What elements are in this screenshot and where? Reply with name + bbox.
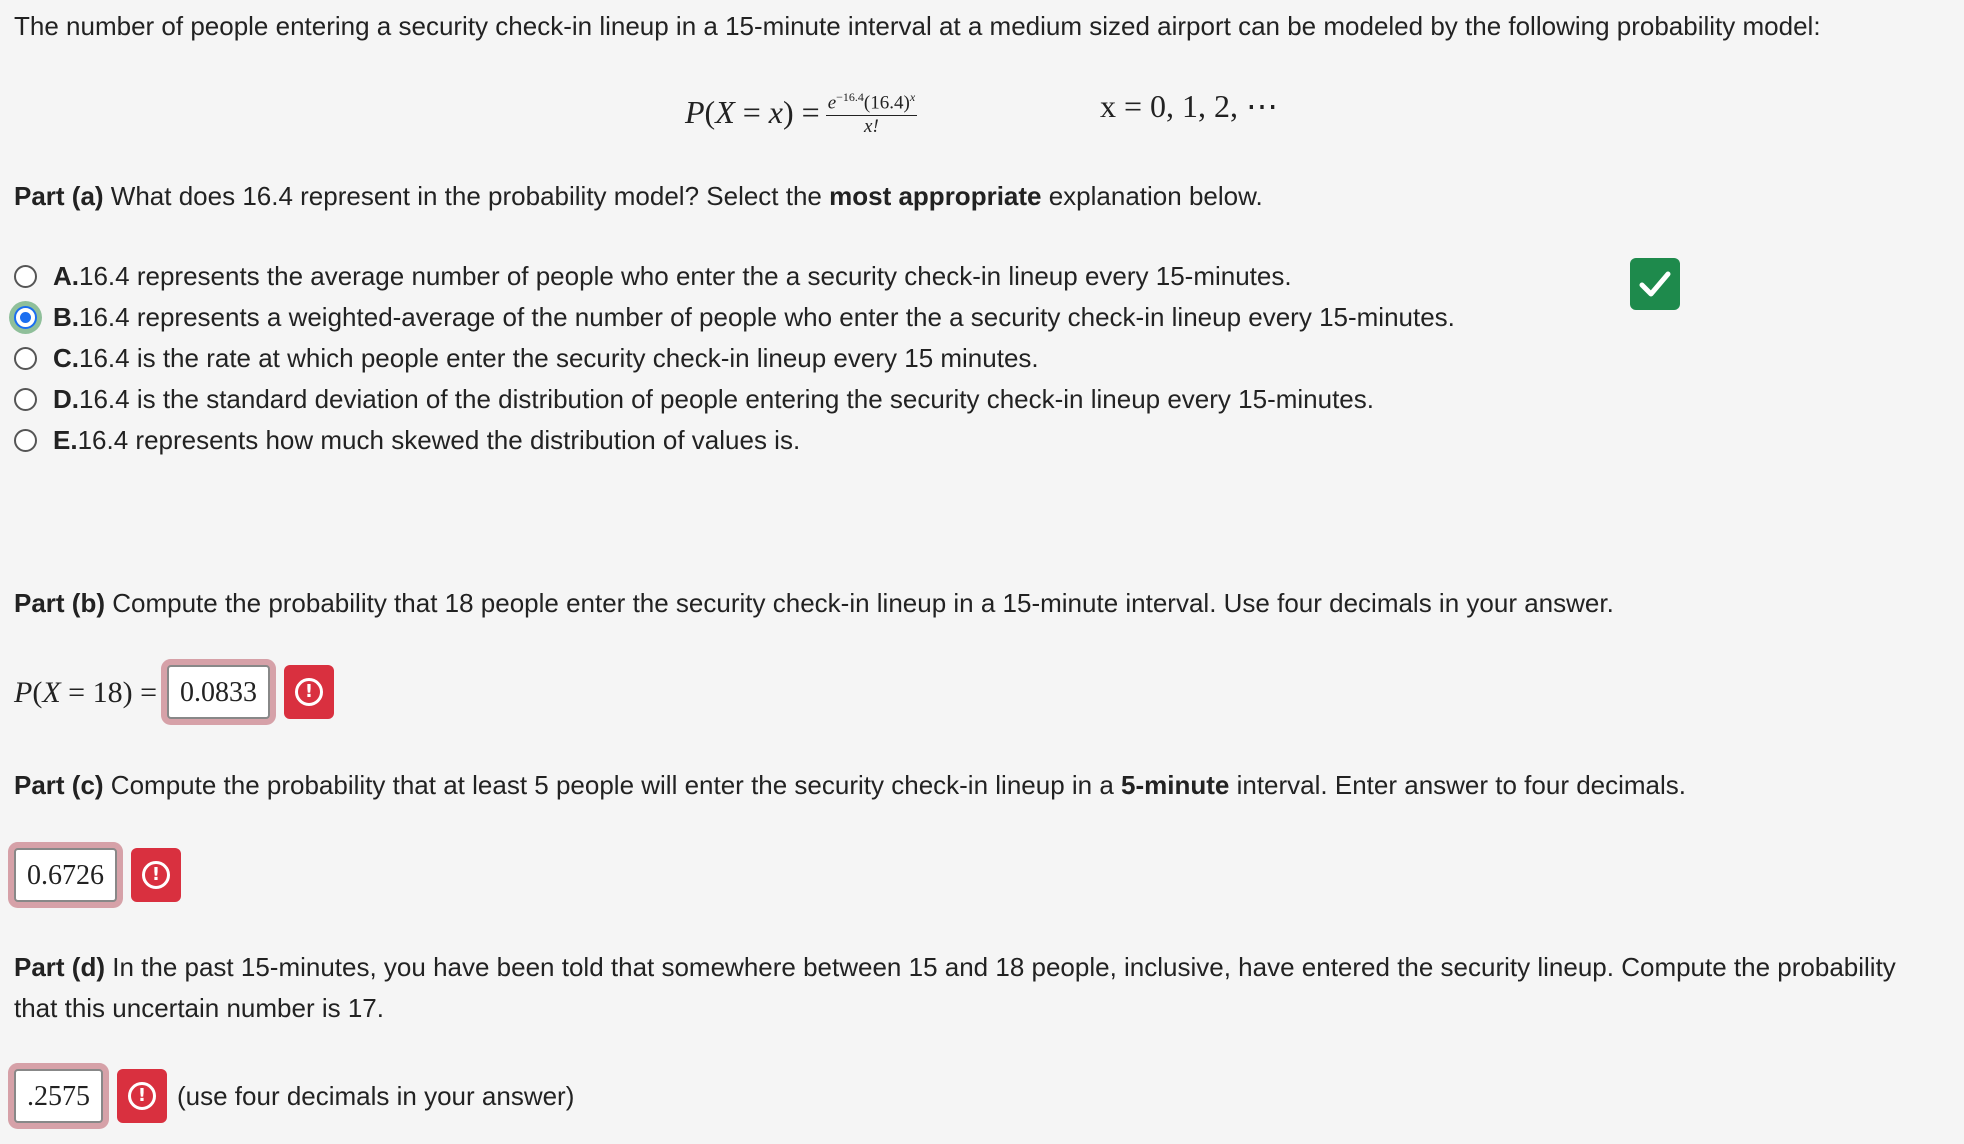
part-b-lhs: P(X = 18) = [14,675,157,709]
check-icon [1638,269,1672,299]
option-letter: D. [53,384,79,414]
part-d-hint: (use four decimals in your answer) [177,1080,575,1111]
part-c-label: Part (c) [14,770,104,800]
part-b-answer-input[interactable]: 0.0833 [167,665,270,719]
part-c-error-badge [131,848,181,902]
part-d-answer-row [14,1069,574,1123]
option-text: 16.4 represents how much skewed the distribution of values is. [77,425,801,455]
option-a-radio[interactable] [14,265,37,288]
formula-base: (16.4) [863,92,910,114]
option-letter: E. [53,425,78,455]
part-c-prompt: Part (c) Compute the probability that at least 5 people will enter the security check-in lineup in a 5-minute interval. Enter answer to four decimals. [14,770,1687,800]
part-b-answer-row [14,665,334,719]
formula-denominator: x! [864,116,879,138]
part-a-options [14,256,1455,461]
exclamation-circle-icon: ! [128,1082,156,1110]
probability-formula [685,82,923,142]
part-c-emphasis: 5-minute [1121,770,1230,800]
option-text: 16.4 represents the average number of people who enter the a security check-in lineup every 15-minutes. [79,261,1292,291]
option-letter: B. [53,302,79,332]
option-text: 16.4 is the rate at which people enter the security check-in lineup every 15 minutes. [79,343,1039,373]
exclamation-circle-icon: ! [295,678,323,706]
part-a-label: Part (a) [14,181,104,211]
part-b-prompt: Part (b) Compute the probability that 18 people enter the security check-in lineup in a 15-minute interval. Use four decimals in your answer. [14,588,1614,618]
part-a-prompt: Part (a) What does 16.4 represent in the probability model? Select the most appropriate explanation below. [14,181,1263,211]
formula-numerator: $e^{-16.4}(16.4)^x$ [826,86,917,116]
part-b-label: Part (b) [14,588,105,618]
formula-support: x = 0, 1, 2, ⋯ [1100,88,1279,124]
option-e[interactable] [14,420,1455,461]
exclamation-circle-icon: ! [142,861,170,889]
option-letter: A. [53,261,79,291]
part-d-prompt: Part (d) In the past 15-minutes, you have been told that somewhere between 15 and 18 people, inclusive, have entered the security lineup. Compute the probability that this uncertain number is 17. [14,952,1896,1023]
option-text: 16.4 is the standard deviation of the distribution of people entering the security check-in lineup every 15-minutes. [79,384,1374,414]
option-b-radio[interactable] [14,306,37,329]
option-d-radio[interactable] [14,388,37,411]
formula-exponent: −16.4 [836,89,864,104]
formula-power: x [909,89,916,104]
part-d-label: Part (d) [14,952,105,982]
option-c[interactable] [14,338,1455,379]
intro-text: The number of people entering a security check-in lineup in a 15-minute interval at a medium sized airport can be modeled by the following probability model: [14,11,1821,41]
formula-lhs: P(X = x) = [685,93,820,130]
option-c-radio[interactable] [14,347,37,370]
part-a-emphasis: most appropriate [829,181,1042,211]
option-e-radio[interactable] [14,429,37,452]
option-d[interactable] [14,379,1455,420]
part-d-error-badge [117,1069,167,1123]
part-b-error-badge [284,665,334,719]
option-a[interactable] [14,256,1455,297]
option-b[interactable] [14,297,1455,338]
part-d-answer-input[interactable]: .2575 [14,1069,103,1123]
part-c-answer-input[interactable]: 0.6726 [14,848,117,902]
correct-badge [1630,258,1680,310]
formula-fraction [826,86,917,138]
option-letter: C. [53,343,79,373]
part-c-answer-row [14,848,181,902]
option-text: 16.4 represents a weighted-average of the number of people who enter the a security check-in lineup every 15-minutes. [79,302,1455,332]
